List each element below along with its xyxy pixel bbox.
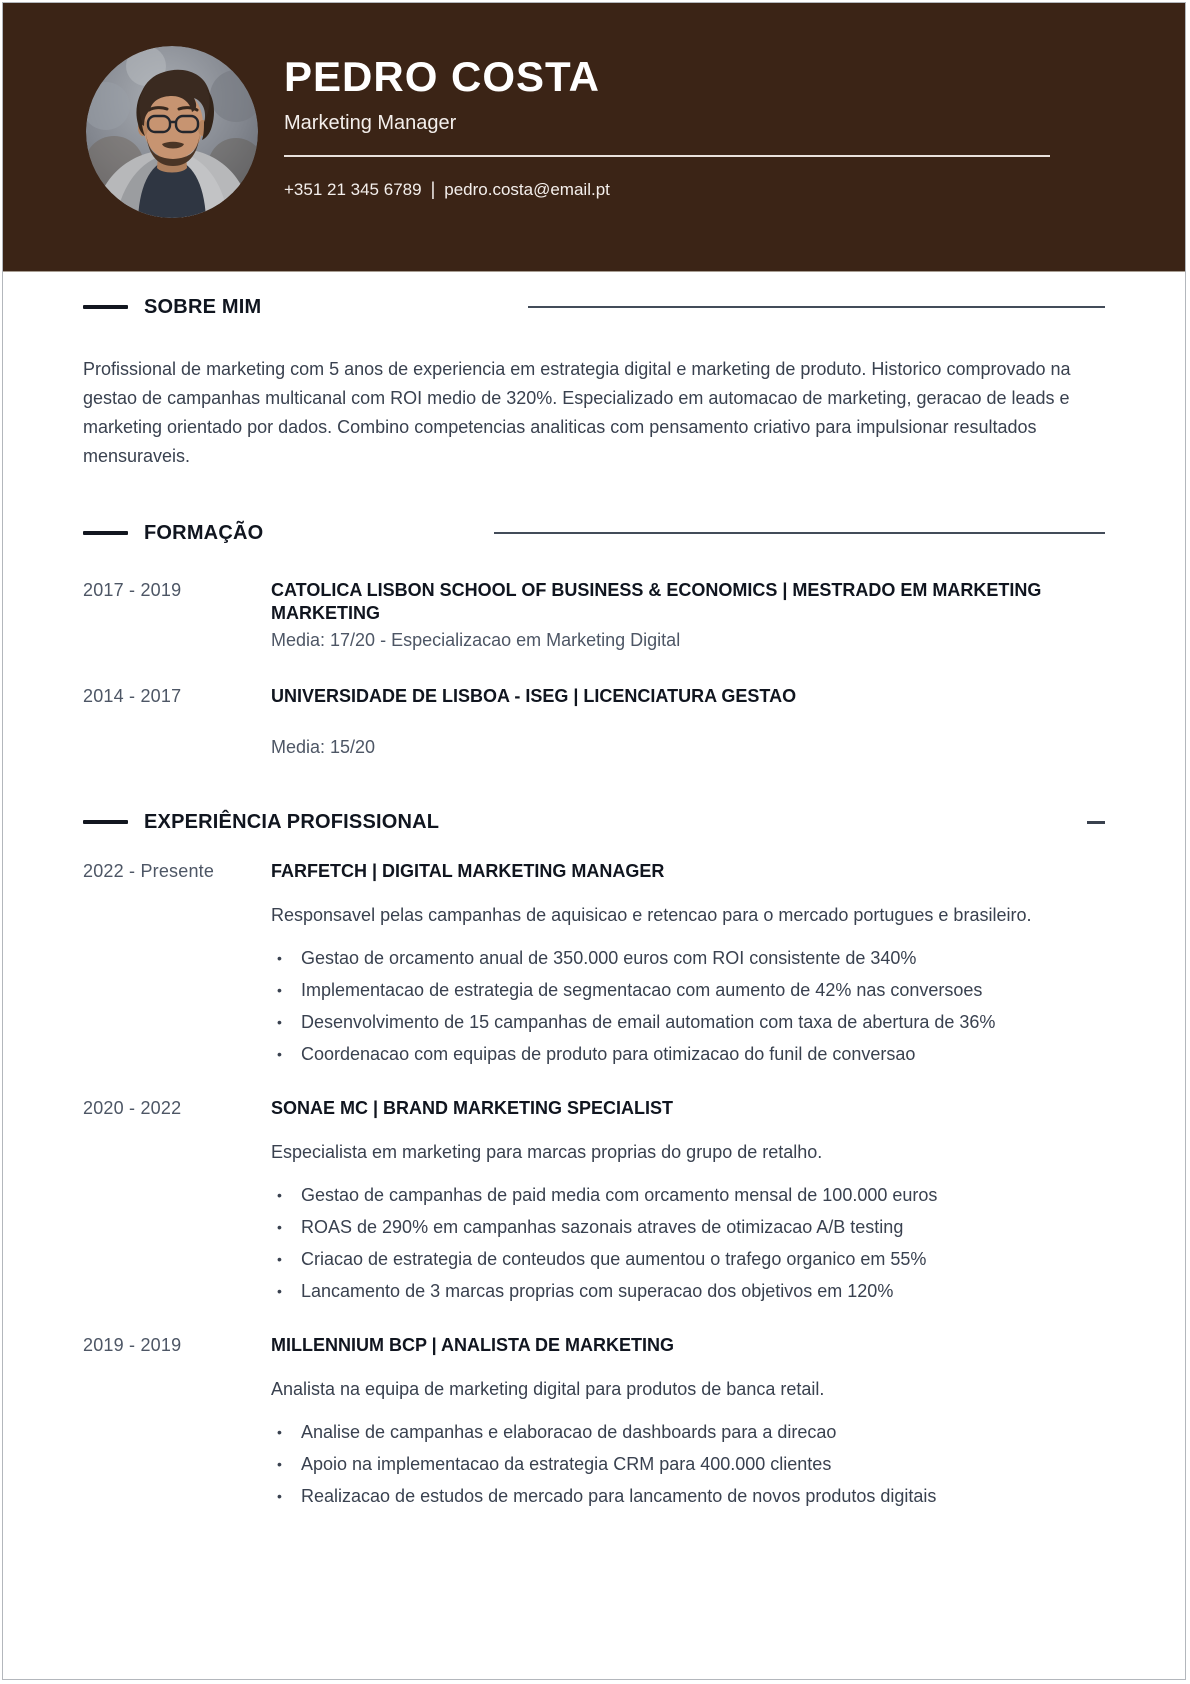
bullet-item: • Lancamento de 3 marcas proprias com superacao dos objetivos em 120%	[271, 1277, 1105, 1306]
entry-description: Analista na equipa de marketing digital para produtos de banca retail.	[271, 1379, 825, 1399]
entry-title: MILLENNIUM BCP | ANALISTA DE MARKETING	[271, 1335, 675, 1355]
about-paragraph: Profissional de marketing com 5 anos de experiencia em estrategia digital e marketing de produto. Historico comprovado na gestao de campanhas multicanal com ROI medio de 320%. Especializado em automacao de marketing, geracao de leads e marketing orientado por dados. Combino competencias analiticas com pensamento criativo para impulsionar resultados mensuraveis.	[83, 359, 1071, 466]
education-entry	[83, 685, 1105, 760]
bullet-list	[271, 1418, 1105, 1511]
bullet-item: • Realizacao de estudos de mercado para lancamento de novos produtos digitais	[271, 1482, 1105, 1511]
entry-detail: Media: 15/20	[271, 737, 376, 757]
education-entry	[83, 579, 1105, 653]
section-rule	[494, 532, 1105, 534]
bullet-item: • Criacao de estrategia de conteudos que aumentou o trafego organico em 55%	[271, 1245, 1105, 1274]
contact-separator: |	[430, 179, 436, 199]
resume-page	[2, 2, 1186, 1680]
entry-dates: 2017 - 2019	[83, 580, 182, 600]
contact-info	[284, 177, 610, 202]
entry-main	[271, 860, 1105, 1069]
entry-main	[271, 685, 1105, 760]
section-experience	[83, 810, 1105, 1511]
section-about	[83, 295, 1105, 471]
entry-main	[271, 1097, 1105, 1306]
section-education	[83, 521, 1105, 760]
experience-entry	[83, 1097, 1105, 1306]
entry-description: Especialista em marketing para marcas proprias do grupo de retalho.	[271, 1142, 823, 1162]
name: PEDRO COSTA	[284, 53, 600, 100]
email-address: pedro.costa@email.pt	[444, 180, 610, 199]
section-header-experience	[83, 810, 1105, 834]
bullet-list	[271, 944, 1105, 1069]
entry-title: CATOLICA LISBON SCHOOL OF BUSINESS & ECONOMICS | MESTRADO EM MARKETING MARKETING	[271, 580, 1042, 623]
entry-detail: Media: 17/20 - Especializacao em Marketing Digital	[271, 630, 681, 650]
bullet-item: • Analise de campanhas e elaboracao de dashboards para a direcao	[271, 1418, 1105, 1447]
entry-main	[271, 579, 1105, 653]
section-title-experience: EXPERIÊNCIA PROFISSIONAL	[144, 811, 440, 833]
bullet-item: • Apoio na implementacao da estrategia CRM para 400.000 clientes	[271, 1450, 1105, 1479]
bullet-item: • Gestao de campanhas de paid media com orcamento mensal de 100.000 euros	[271, 1181, 1105, 1210]
entry-title: UNIVERSIDADE DE LISBOA - ISEG | LICENCIATURA GESTAO	[271, 686, 797, 706]
bullet-item: • Gestao de orcamento anual de 350.000 euros com ROI consistente de 340%	[271, 944, 1105, 973]
entry-dates: 2022 - Presente	[83, 861, 215, 881]
section-dash-icon	[83, 305, 128, 309]
section-header-about	[83, 295, 1105, 319]
section-dash-icon	[83, 531, 128, 535]
bullet-item: • ROAS de 290% em campanhas sazonais atraves de otimizacao A/B testing	[271, 1213, 1105, 1242]
entry-dates: 2019 - 2019	[83, 1335, 182, 1355]
section-header-education	[83, 521, 1105, 545]
resume-body	[3, 295, 1185, 1511]
section-title-about: SOBRE MIM	[144, 296, 262, 318]
entry-title: SONAE MC | BRAND MARKETING SPECIALIST	[271, 1098, 674, 1118]
experience-entry	[83, 1334, 1105, 1511]
section-rule-short	[1087, 821, 1105, 824]
section-title-education: FORMAÇÃO	[144, 522, 264, 544]
entry-dates: 2020 - 2022	[83, 1098, 182, 1118]
section-dash-icon	[83, 820, 128, 824]
entry-title: FARFETCH | DIGITAL MARKETING MANAGER	[271, 861, 665, 881]
header	[3, 3, 1185, 271]
phone-number: +351 21 345 6789	[284, 180, 422, 199]
bullet-list	[271, 1181, 1105, 1306]
profile-photo-illustration	[86, 46, 258, 218]
bullet-item: • Implementacao de estrategia de segmentacao com aumento de 42% nas conversoes	[271, 976, 1105, 1005]
profile-photo	[86, 46, 258, 218]
section-rule	[528, 306, 1105, 308]
experience-entry	[83, 860, 1105, 1069]
job-title: Marketing Manager	[284, 112, 457, 134]
entry-main	[271, 1334, 1105, 1511]
bullet-item: • Desenvolvimento de 15 campanhas de email automation com taxa de abertura de 36%	[271, 1008, 1105, 1037]
bullet-item: • Coordenacao com equipas de produto para otimizacao do funil de conversao	[271, 1040, 1105, 1069]
entry-dates: 2014 - 2017	[83, 686, 182, 706]
header-divider	[284, 155, 1050, 157]
entry-description: Responsavel pelas campanhas de aquisicao e retencao para o mercado portugues e brasileiro.	[271, 905, 1032, 925]
